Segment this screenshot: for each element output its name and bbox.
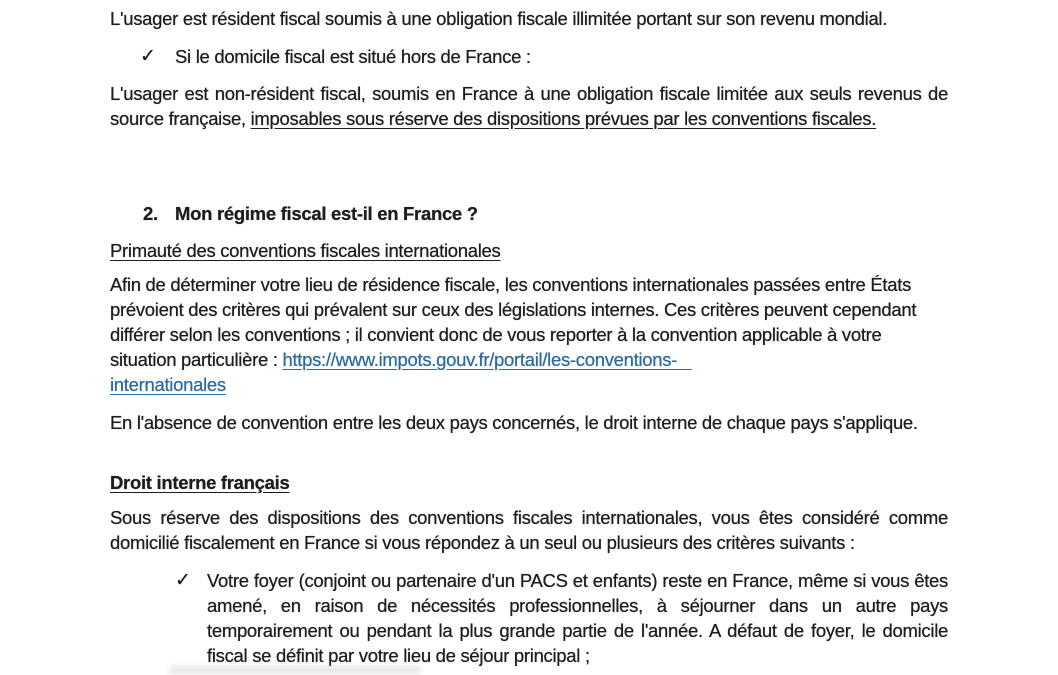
bullet-hors-france (140, 44, 948, 69)
paragraph-conventions (110, 272, 948, 397)
paragraph-absence-convention: En l'absence de convention entre les deux pays concernés, le droit interne de chaque pays s'applique. (110, 412, 918, 433)
checkmark-icon: ✓ (175, 570, 191, 591)
paragraph-conventions-text: Afin de déterminer votre lieu de résidence fiscale, les conventions internationales passées entre États prévoient des critères qui prévalent sur ceux des législations internes. Ces critères peuvent cependant différer selon les conventions ; il convient donc de vous reporter à la convention applicable à votre situation particulière : (110, 274, 917, 370)
bullet-foyer-text: Votre foyer (conjoint ou partenaire d'un PACS et enfants) reste en France, même si vous êtes amené, en raison de nécessités professionnelles, à séjourner dans un autre pays temporairement ou pendant la plus grande partie de l'année. A défaut de foyer, le domicile fiscal se définit par votre lieu de séjour principal ; (207, 570, 948, 666)
scan-artifact (170, 666, 420, 674)
paragraph-non-resident (110, 81, 948, 131)
subheading-primaute: Primauté des conventions fiscales internationales (110, 240, 501, 261)
list-number: 2. (143, 203, 158, 224)
heading-regime-fiscal (143, 201, 948, 226)
conventions-link-line2[interactable]: internationales (110, 374, 226, 395)
bullet-hors-france-text: Si le domicile fiscal est situé hors de France : (175, 46, 531, 67)
heading-regime-label: Mon régime fiscal est-il en France ? (175, 203, 478, 224)
conventions-link-line1[interactable]: https://www.impots.gouv.fr/portail/les-conventions- (282, 349, 678, 370)
paragraph-resident-fiscal: L'usager est résident fiscal soumis à une obligation fiscale illimitée portant sur son revenu mondial. (110, 8, 888, 29)
heading-droit-interne: Droit interne français (110, 472, 290, 493)
bullet-foyer (175, 568, 948, 668)
non-resident-text: L'usager est non-résident fiscal, soumis en France à une obligation fiscale limitée aux seuls revenus de source française, (110, 83, 948, 129)
paragraph-sous-reserve: Sous réserve des dispositions des conventions fiscales internationales, vous êtes considéré comme domicilié fiscalement en France si vous répondez à un seul ou plusieurs des critères suivants : (110, 507, 948, 553)
underlined-clause: imposables sous réserve des dispositions prévues par les conventions fiscales. (250, 108, 877, 129)
checkmark-icon: ✓ (140, 46, 156, 67)
